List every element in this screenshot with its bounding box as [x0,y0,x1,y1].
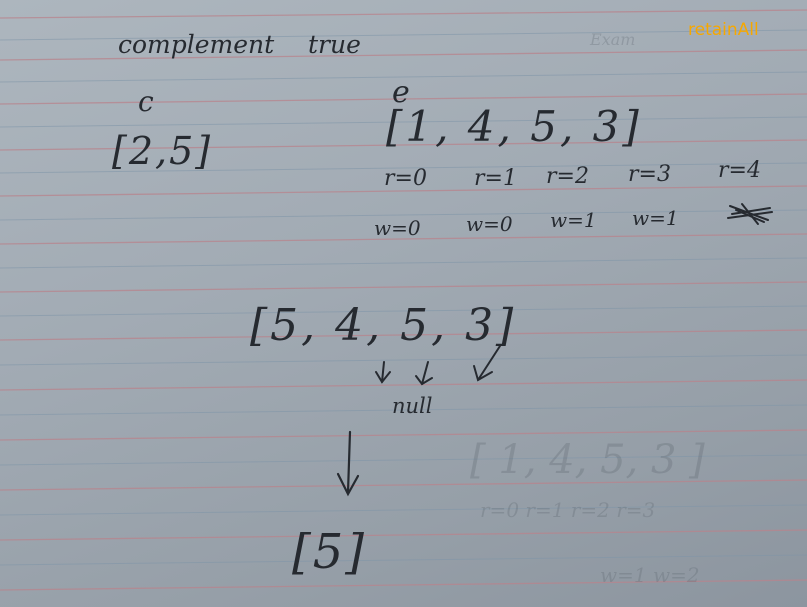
param-value-true: true [308,30,361,59]
c-list: [2,5] [112,129,213,173]
down-arrow-2 [416,362,432,384]
c-label: c [138,85,154,118]
big-down-arrow [338,432,358,494]
write-index-1: w=0 [466,212,513,236]
result-list: [5] [292,524,366,580]
null-label: null [392,394,433,418]
photo-notebook-page: Exam [ 1, 4, 5, 3 ] r=0 r=1 r=2 r=3 w=1 w=2 retainAll complement true c e [2,5] [1, 4, 5, 3] r=0 r=1 r=2 r=3 r=4 w=0 w=0 w=1 w=1 [5, 4, 5, 3] null [5] [0,0,807,607]
scribble-mark [728,204,772,224]
param-complement: complement [118,30,275,59]
down-arrow-1 [376,362,390,382]
read-index-0: r=0 [384,166,427,191]
write-index-0: w=0 [374,216,421,240]
read-index-2: r=2 [546,164,589,189]
after-pass-list: [5, 4, 5, 3] [250,300,517,351]
read-index-3: r=3 [628,162,671,187]
down-arrow-3 [474,346,500,380]
e-list: [1, 4, 5, 3] [386,102,642,151]
retainall-label: retainAll [688,20,759,40]
write-index-3: w=1 [632,206,679,230]
read-index-4: r=4 [718,158,761,183]
write-index-2: w=1 [550,208,597,232]
e-label: e [392,75,410,110]
read-index-1: r=1 [474,166,517,191]
